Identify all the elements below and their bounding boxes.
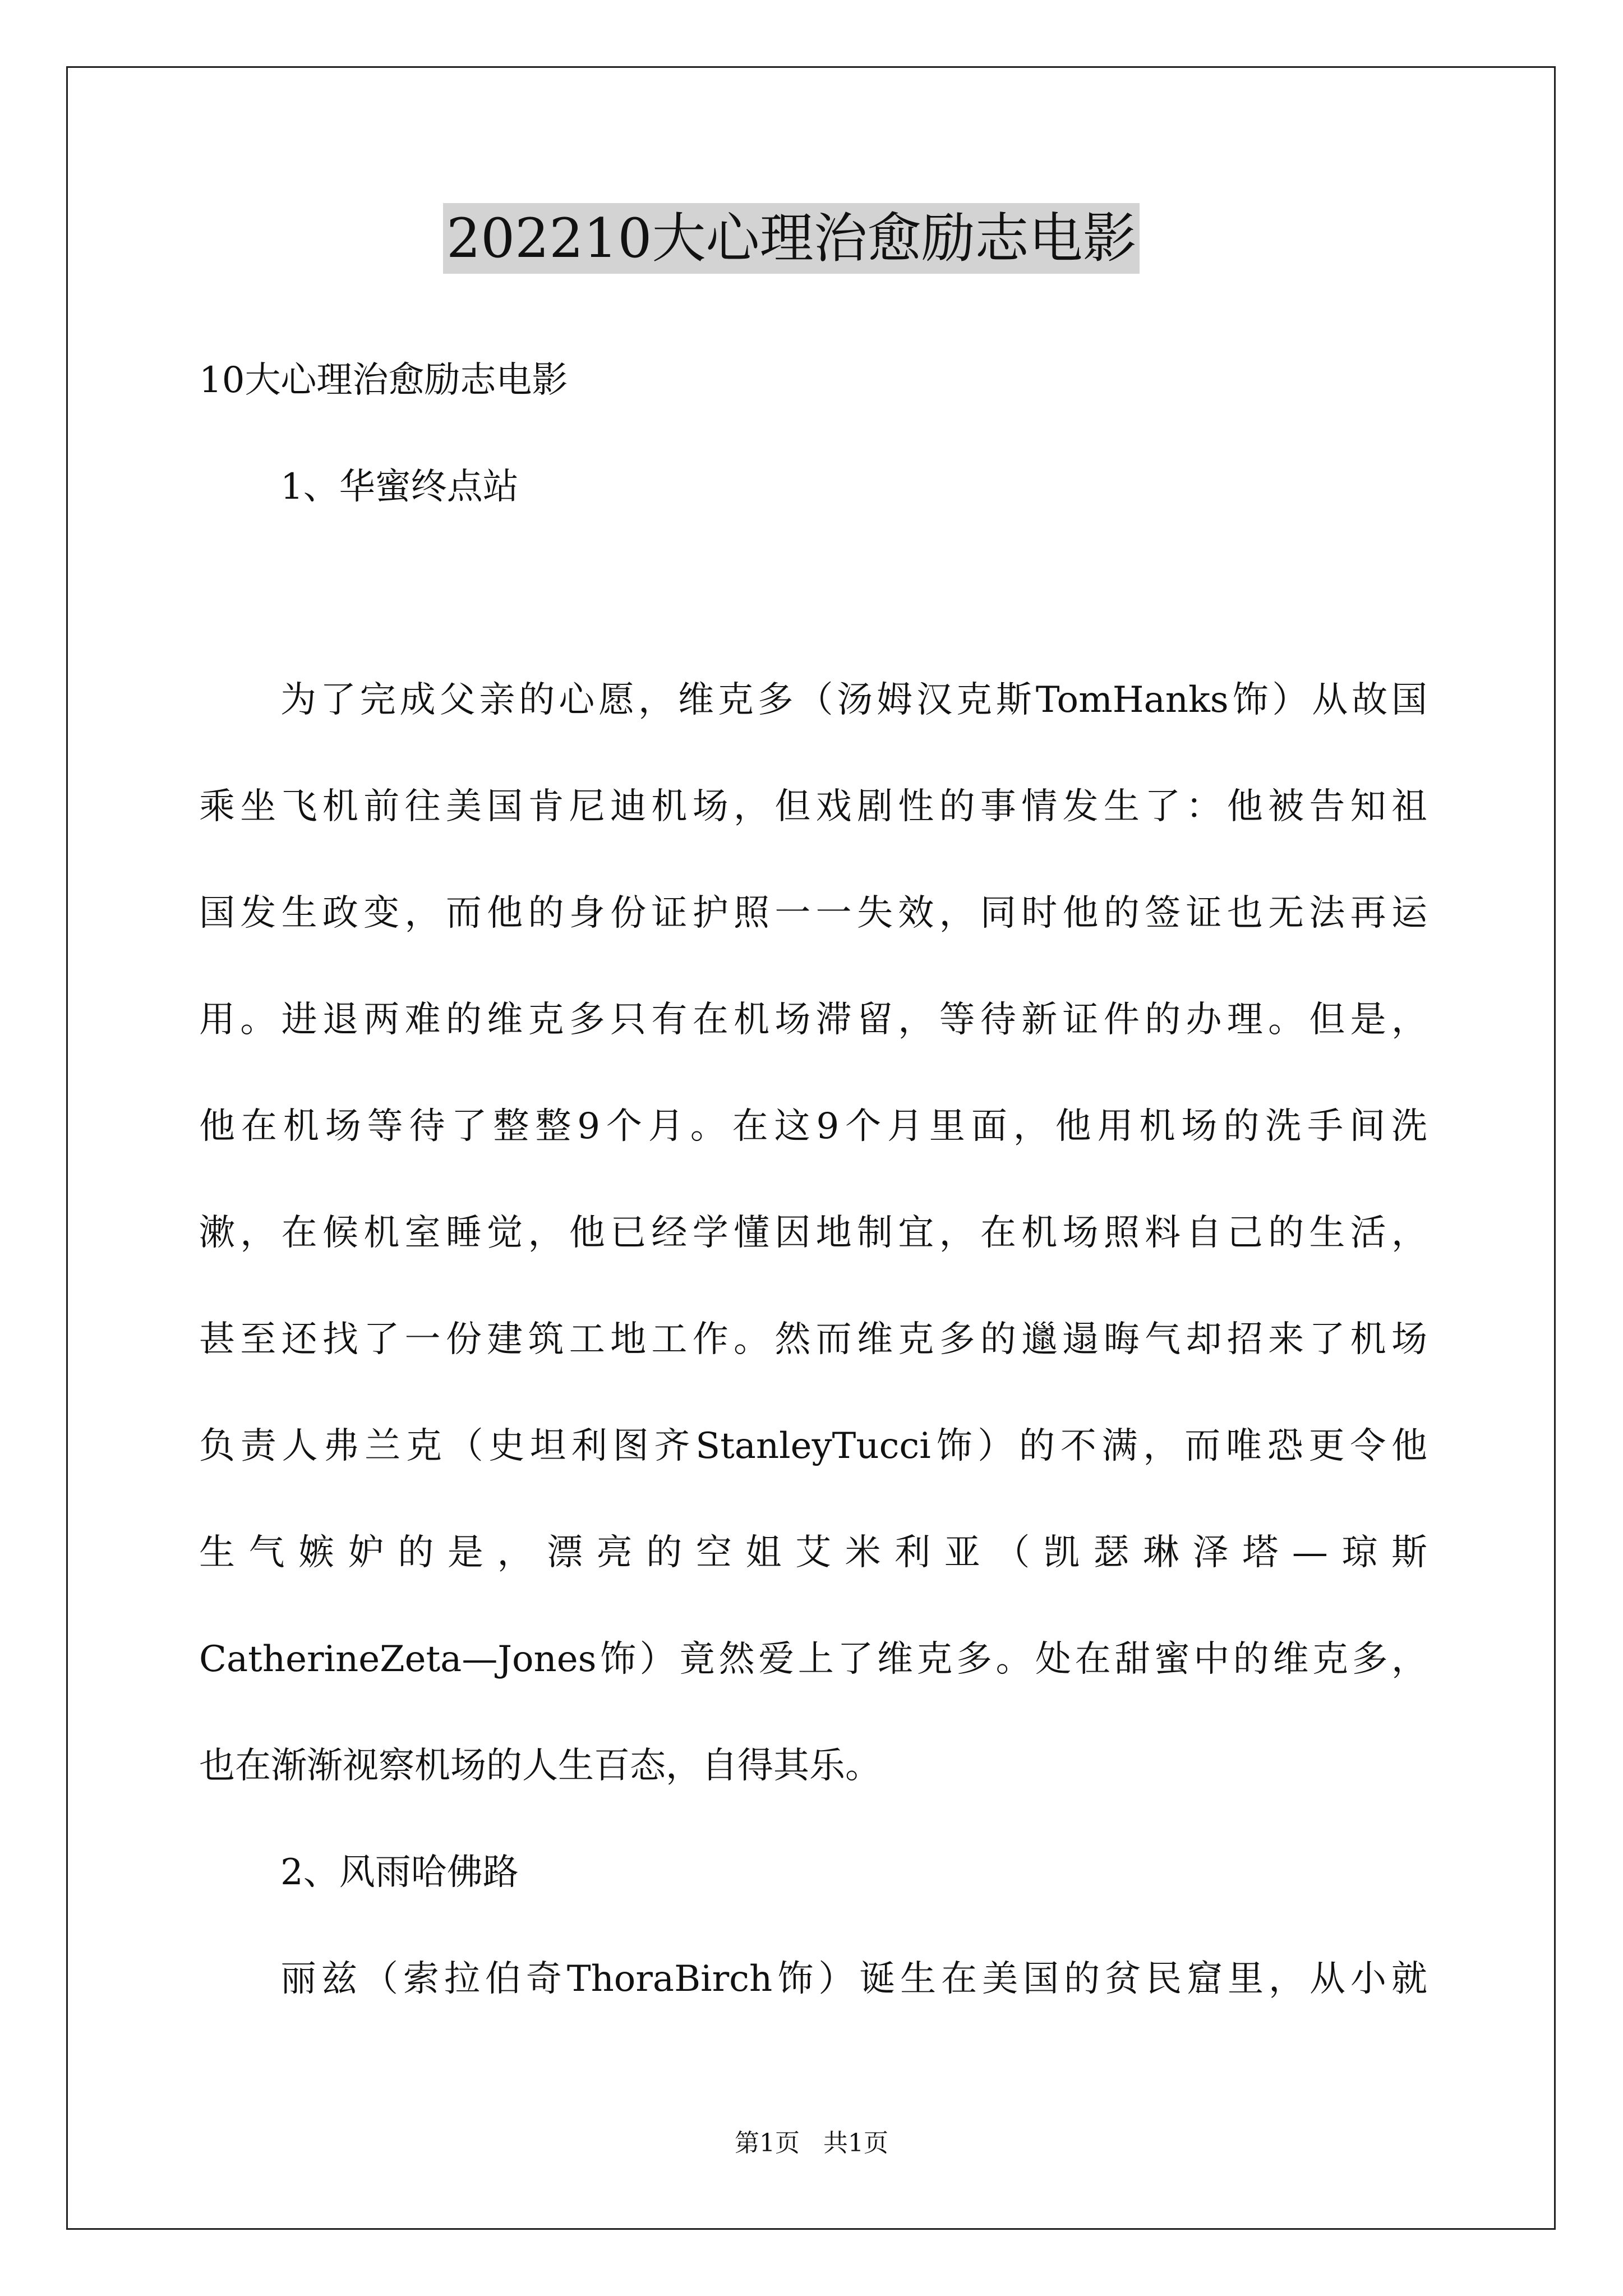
paragraph-line: 生气嫉妒的是，漂亮的空姐艾米利亚（凯瑟琳泽塔—琼斯 (199, 1532, 1427, 1573)
paragraph-line: 负责人弗兰克（史坦利图齐StanleyTucci饰）的不满，而唯恐更令他 (199, 1425, 1427, 1467)
paragraph-line: 国发生政变，而他的身份证护照一一失效，同时他的签证也无法再运 (199, 892, 1427, 934)
paragraph-line: 他在机场等待了整整9个月。在这9个月里面，他用机场的洗手间洗 (199, 1106, 1427, 1147)
paragraph-line: 也在渐渐视察机场的人生百态，自得其乐。 (199, 1745, 881, 1787)
section-heading-2: 2、风雨哈佛路 (280, 1852, 519, 1893)
paragraph-line: CatherineZeta—Jones饰）竟然爱上了维克多。处在甜蜜中的维克多， (199, 1639, 1427, 1680)
page-number-footer: 第1页 共1页 (735, 2129, 888, 2157)
paragraph-line: 用。进退两难的维克多只有在机场滞留，等待新证件的办理。但是， (199, 999, 1427, 1041)
paragraph-line: 为了完成父亲的心愿，维克多（汤姆汉克斯TomHanks饰）从故国 (280, 679, 1427, 721)
document-subtitle: 10大心理治愈励志电影 (199, 360, 568, 401)
paragraph-line: 乘坐飞机前往美国肯尼迪机场，但戏剧性的事情发生了：他被告知祖 (199, 786, 1427, 827)
document-title: 202210大心理治愈励志电影 (443, 203, 1140, 274)
paragraph-line: 漱，在候机室睡觉，他已经学懂因地制宜，在机场照料自己的生活， (199, 1212, 1427, 1254)
section-heading-1: 1、华蜜终点站 (280, 466, 519, 508)
paragraph-line: 甚至还找了一份建筑工地工作。然而维克多的邋遢晦气却招来了机场 (199, 1319, 1427, 1360)
paragraph-line: 丽兹（索拉伯奇ThoraBirch饰）诞生在美国的贫民窟里，从小就 (280, 1958, 1427, 2000)
